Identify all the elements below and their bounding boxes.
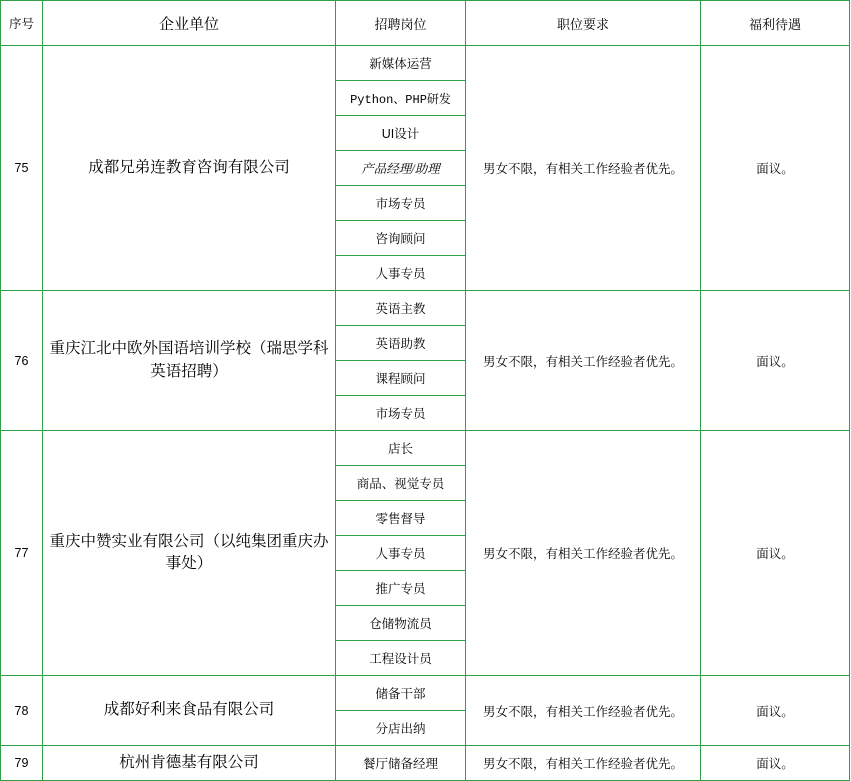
table-header-row	[1, 1, 850, 46]
cell-company: 成都好利来食品有限公司	[43, 676, 336, 746]
cell-benefit: 面议。	[701, 291, 850, 431]
cell-no: 79	[1, 746, 43, 781]
table-row	[1, 431, 850, 466]
cell-position: 零售督导	[336, 501, 466, 536]
cell-company: 成都兄弟连教育咨询有限公司	[43, 46, 336, 291]
cell-benefit: 面议。	[701, 431, 850, 676]
cell-position: 英语助教	[336, 326, 466, 361]
cell-position: 市场专员	[336, 396, 466, 431]
cell-benefit: 面议。	[701, 676, 850, 746]
column-header-requirement: 职位要求	[466, 1, 701, 46]
cell-position: 工程设计员	[336, 641, 466, 676]
cell-requirement: 男女不限，有相关工作经验者优先。	[466, 746, 701, 781]
cell-company: 重庆江北中欧外国语培训学校（瑞思学科英语招聘）	[43, 291, 336, 431]
cell-no: 77	[1, 431, 43, 676]
cell-position: 产品经理/助理	[336, 151, 466, 186]
cell-no: 75	[1, 46, 43, 291]
column-header-position: 招聘岗位	[336, 1, 466, 46]
column-header-no: 序号	[1, 1, 43, 46]
cell-position: 市场专员	[336, 186, 466, 221]
cell-position: 推广专员	[336, 571, 466, 606]
cell-requirement: 男女不限，有相关工作经验者优先。	[466, 431, 701, 676]
cell-position: 餐厅储备经理	[336, 746, 466, 781]
cell-position: 人事专员	[336, 536, 466, 571]
table-row	[1, 676, 850, 711]
table-body	[1, 46, 850, 781]
cell-position: 储备干部	[336, 676, 466, 711]
cell-position: 新媒体运营	[336, 46, 466, 81]
cell-benefit: 面议。	[701, 746, 850, 781]
cell-requirement: 男女不限，有相关工作经验者优先。	[466, 291, 701, 431]
cell-requirement: 男女不限，有相关工作经验者优先。	[466, 676, 701, 746]
cell-position: 店长	[336, 431, 466, 466]
cell-no: 76	[1, 291, 43, 431]
cell-position: 人事专员	[336, 256, 466, 291]
cell-position: 咨询顾问	[336, 221, 466, 256]
cell-company: 重庆中赞实业有限公司（以纯集团重庆办事处）	[43, 431, 336, 676]
cell-position: UI设计	[336, 116, 466, 151]
table-row	[1, 291, 850, 326]
cell-position: 仓储物流员	[336, 606, 466, 641]
cell-position: 英语主教	[336, 291, 466, 326]
table-header	[1, 1, 850, 46]
column-header-company: 企业单位	[43, 1, 336, 46]
cell-company: 杭州肯德基有限公司	[43, 746, 336, 781]
cell-position: 分店出纳	[336, 711, 466, 746]
cell-benefit: 面议。	[701, 46, 850, 291]
cell-position: Python、PHP研发	[336, 81, 466, 116]
cell-requirement: 男女不限，有相关工作经验者优先。	[466, 46, 701, 291]
cell-no: 78	[1, 676, 43, 746]
cell-position: 课程顾问	[336, 361, 466, 396]
table-row	[1, 46, 850, 81]
cell-position: 商品、视觉专员	[336, 466, 466, 501]
column-header-benefit: 福利待遇	[701, 1, 850, 46]
table-row	[1, 746, 850, 781]
